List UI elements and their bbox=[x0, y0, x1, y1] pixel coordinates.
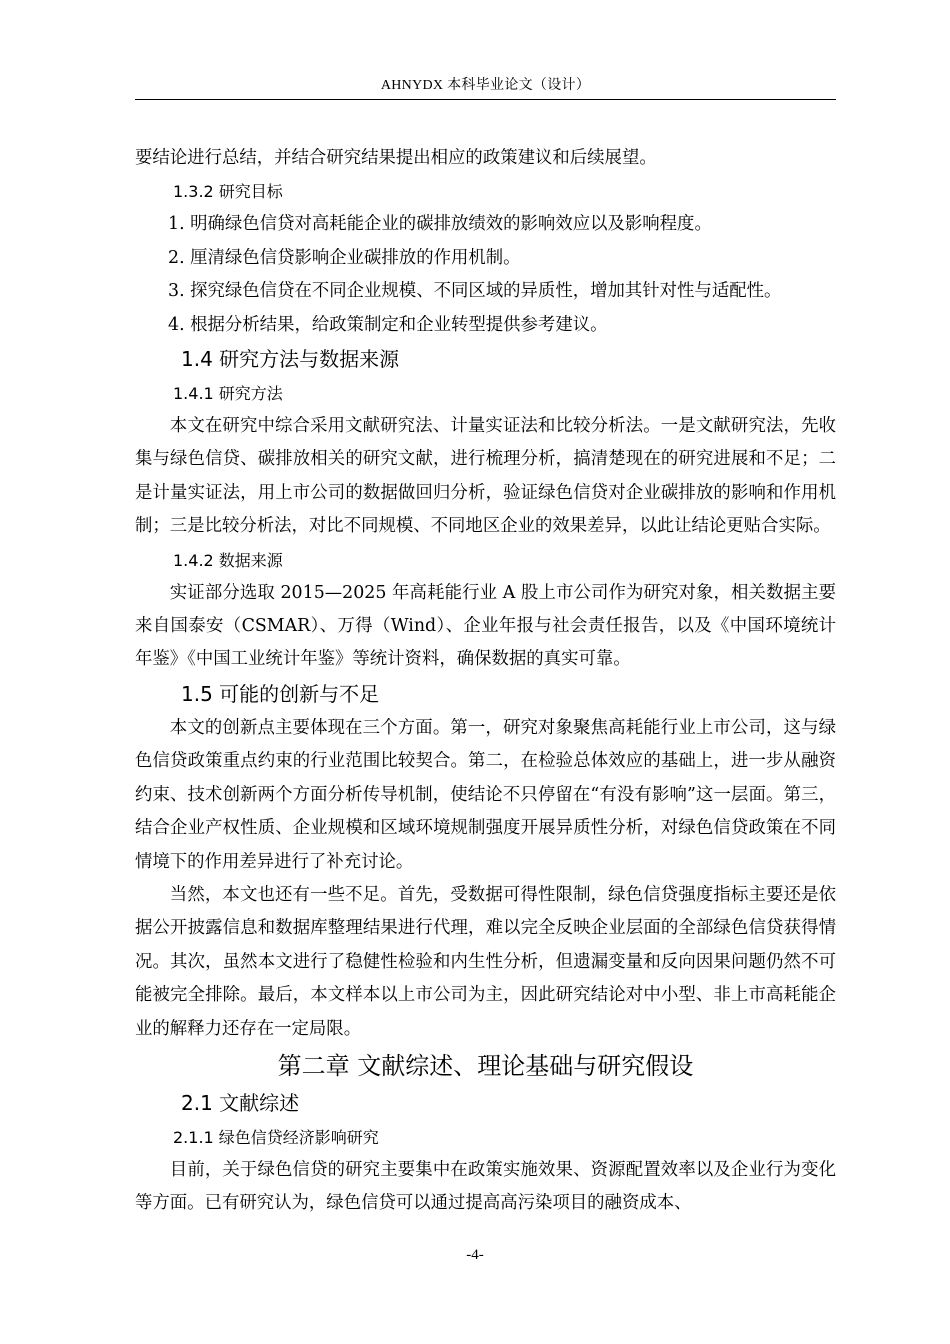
goal-item-2: 2. 厘清绿色信贷影响企业碳排放的作用机制。 bbox=[168, 247, 521, 268]
heading-2-1: 2.1 文献综述 bbox=[181, 1090, 300, 1115]
page-number: -4- bbox=[466, 1247, 484, 1263]
paragraph-methods: 本文在研究中综合采用文献研究法、计量实证法和比较分析法。一是文献研究法，先收集与绿色信贷、碳排放相关的研究文献，进行梳理分析，搞清楚现在的研究进展和不足；二是计量实证法，用上市公司的数据做回归分析，验证绿色信贷对企业碳排放的影响和作用机制；三是比较分析法，对比不同规模、不同地区企业的效果差异，以此让结论更贴合实际。 bbox=[135, 416, 836, 537]
heading-1-3-2: 1.3.2 研究目标 bbox=[173, 182, 283, 202]
goal-item-4: 4. 根据分析结果，给政策制定和企业转型提供参考建议。 bbox=[168, 314, 608, 335]
paragraph-limitations: 当然，本文也还有一些不足。首先，受数据可得性限制，绿色信贷强度指标主要还是依据公开披露信息和数据库整理结果进行代理，难以完全反映企业层面的全部绿色信贷获得情况。其次，虽然本文进行了稳健性检验和内生性分析，但遗漏变量和反向因果问题仍然不可能被完全排除。最后，本文样本以上市公司为主，因此研究结论对中小型、非上市高耗能企业的解释力还存在一定局限。 bbox=[135, 884, 836, 1039]
heading-1-4: 1.4 研究方法与数据来源 bbox=[181, 347, 400, 372]
paragraph-conclusion-tail: 要结论进行总结，并结合研究结果提出相应的政策建议和后续展望。 bbox=[135, 148, 657, 168]
paragraph-data-sources: 实证部分选取 2015—2025 年高耗能行业 A 股上市公司作为研究对象，相关数据主要来自国泰安（CSMAR）、万得（Wind）、企业年报与社会责任报告，以及《中国环境统计年鉴》《中国工业统计年鉴》等统计资料，确保数据的真实可靠。 bbox=[135, 582, 836, 670]
goal-item-1: 1. 明确绿色信贷对高耗能企业的碳排放绩效的影响效应以及影响程度。 bbox=[168, 214, 712, 235]
goal-item-3: 3. 探究绿色信贷在不同企业规模、不同区域的异质性，增加其针对性与适配性。 bbox=[168, 281, 782, 302]
heading-1-4-2: 1.4.2 数据来源 bbox=[173, 550, 283, 570]
chapter-2-title: 第二章 文献综述、理论基础与研究假设 bbox=[277, 1051, 694, 1080]
page-body bbox=[135, 142, 836, 1221]
paragraph-innovation: 本文的创新点主要体现在三个方面。第一，研究对象聚焦高耗能行业上市公司，这与绿色信贷政策重点约束的行业范围比较契合。第二，在检验总体效应的基础上，进一步从融资约束、技术创新两个方面分析传导机制，使结论不只停留在“有没有影响”这一层面。第三，结合企业产权性质、企业规模和区域环境规制强度开展异质性分析，对绿色信贷政策在不同情境下的作用差异进行了补充讨论。 bbox=[135, 717, 836, 872]
paragraph-literature: 目前，关于绿色信贷的研究主要集中在政策实施效果、资源配置效率以及企业行为变化等方面。已有研究认为，绿色信贷可以通过提高高污染项目的融资成本、 bbox=[135, 1159, 836, 1214]
heading-1-5: 1.5 可能的创新与不足 bbox=[181, 681, 380, 706]
heading-1-4-1: 1.4.1 研究方法 bbox=[173, 384, 283, 404]
heading-2-1-1: 2.1.1 绿色信贷经济影响研究 bbox=[173, 1127, 379, 1147]
header-divider bbox=[135, 99, 836, 100]
page-header: AHNYDX 本科毕业论文（设计） bbox=[380, 78, 591, 93]
